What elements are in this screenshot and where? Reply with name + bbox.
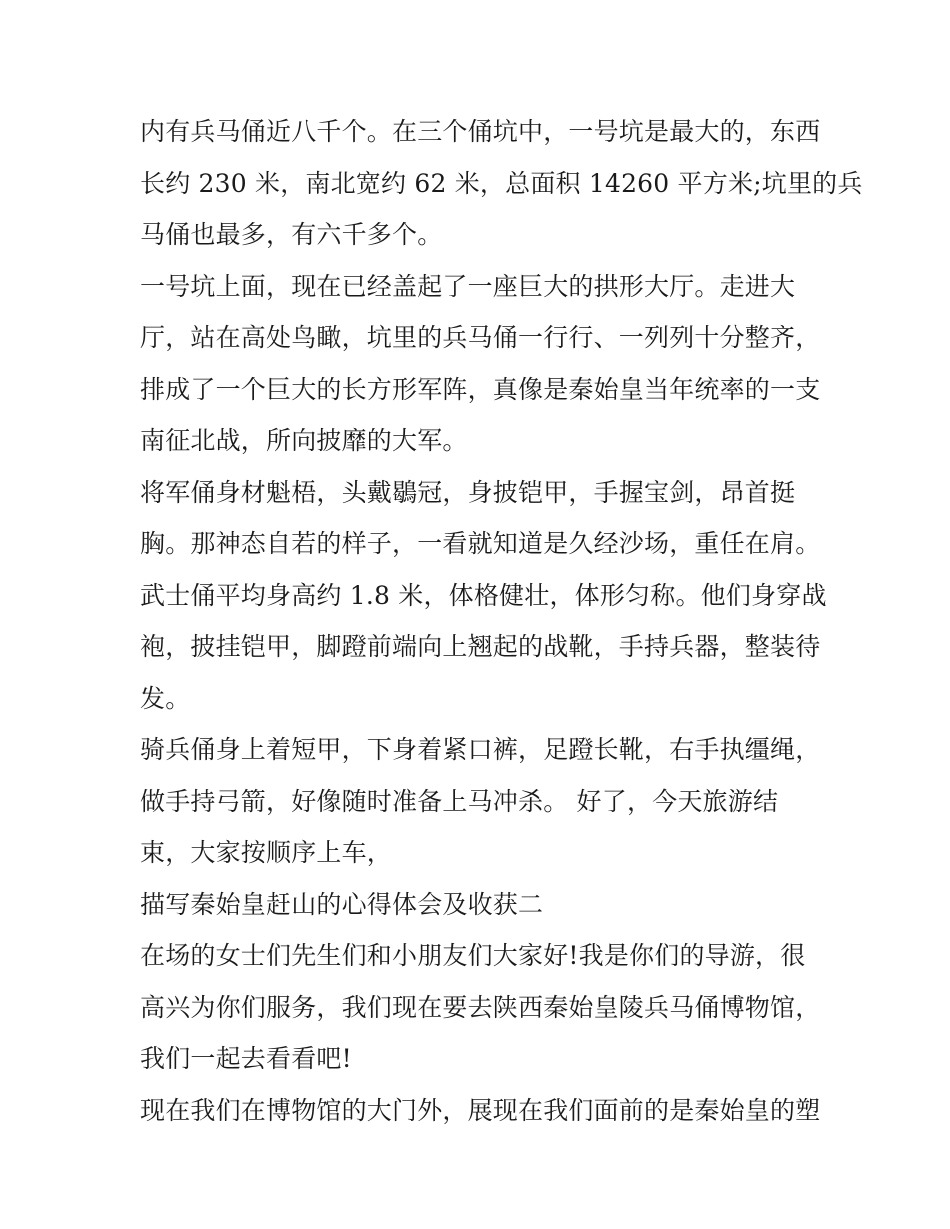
text-line: 马俑也最多，有六千多个。 [140, 220, 443, 249]
text-line: 排成了一个巨大的长方形军阵，真像是秦始皇当年统率的一支 [140, 374, 821, 404]
text-line: 一号坑上面，现在已经盖起了一座巨大的拱形大厅。走进大 [140, 271, 796, 301]
section-heading: 描写秦始皇赶山的心得体会及收获二 [140, 889, 544, 919]
text-line: 内有兵马俑近八千个。在三个俑坑中，一号坑是最大的，东西 [140, 117, 821, 146]
text-line: 南征北战，所向披靡的大军。 [140, 426, 468, 455]
text-line: 将军俑身材魁梧，头戴鶡冠，身披铠甲，手握宝剑，昂首挺 [140, 477, 796, 507]
text-line: 现在我们在博物馆的大门外，展现在我们面前的是秦始皇的塑 [140, 1095, 821, 1125]
text-line: 袍，披挂铠甲，脚蹬前端向上翘起的战靴，手持兵器，整装待 [140, 632, 821, 661]
text-line: 在场的女士们先生们和小朋友们大家好!我是你们的导游，很 [140, 941, 806, 970]
text-line: 发。 [140, 683, 191, 713]
text-line: 束，大家按顺序上车， [140, 838, 393, 867]
text-line: 长约 230 米，南北宽约 62 米，总面积 14260 平方米;坑里的兵 [140, 168, 863, 198]
document-body [140, 106, 863, 1136]
text-line: 高兴为你们服务，我们现在要去陕西秦始皇陵兵马俑博物馆， [140, 992, 821, 1022]
text-line: 骑兵俑身上着短甲，下身着紧口裤，足蹬长靴，右手执缰绳， [140, 735, 821, 764]
text-line: 厅，站在高处鸟瞰，坑里的兵马俑一行行、一列列十分整齐， [140, 323, 821, 352]
text-line: 胸。那神态自若的样子，一看就知道是久经沙场，重任在肩。 [140, 529, 821, 558]
text-line: 我们一起去看看吧! [140, 1044, 352, 1073]
text-line: 武士俑平均身高约 1.8 米，体格健壮，体形匀称。他们身穿战 [140, 580, 827, 610]
text-line: 做手持弓箭，好像随时准备上马冲杀。 好了，今天旅游结 [140, 786, 779, 816]
